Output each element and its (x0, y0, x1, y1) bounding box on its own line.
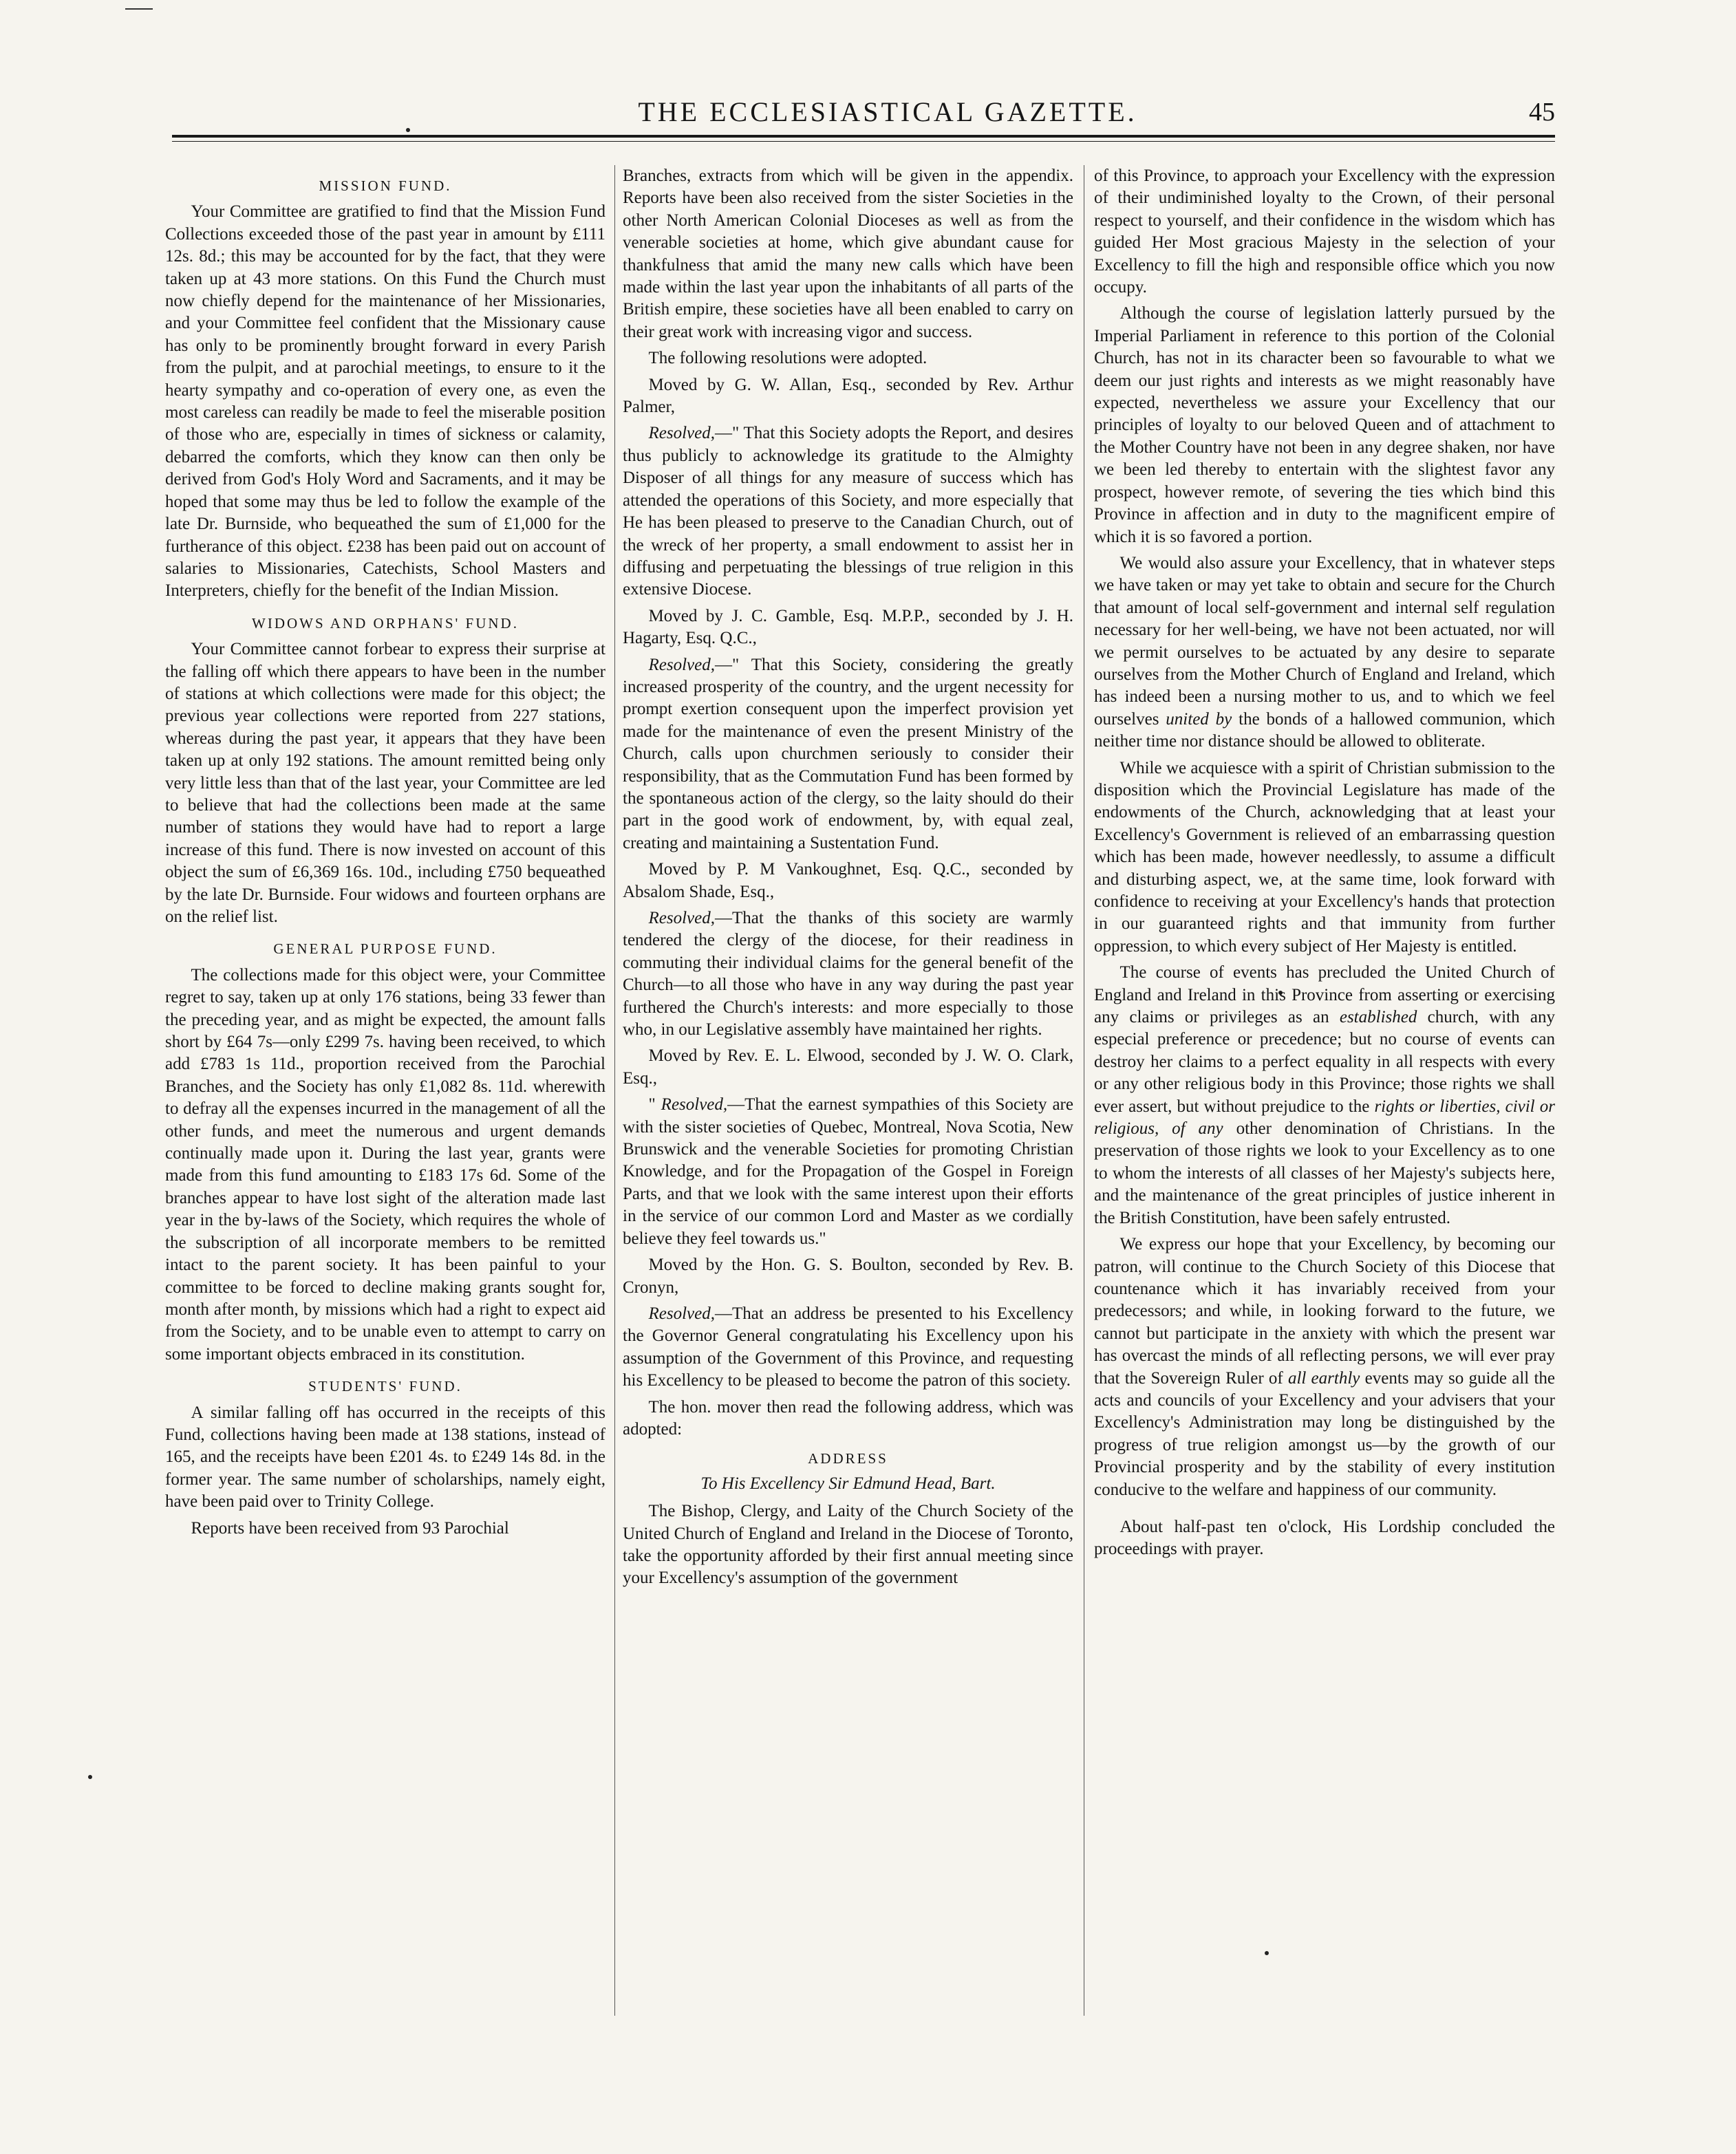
column-1 (165, 165, 606, 2016)
italic-run: rights or liberties, civil or religious, of any (1094, 1097, 1555, 1139)
text-run: We express our hope that your Excellency, by becoming our patron, will continue to the Church Society of this Diocese that countenance which it has invariably received from your predecessors; and while, in looking forward to the future, we cannot but participate in the anxiety with which the present war has overcast the minds of all reflecting persons, we will ever pray that the Sovereign Ruler of (1094, 1235, 1555, 1388)
section-heading-students-fund: STUDENTS' FUND. (308, 1378, 462, 1395)
paragraph-reports: Reports have been received from 93 Parochial (191, 1518, 509, 1538)
paragraph-course-of-events (1094, 962, 1555, 1229)
resolution-1 (623, 422, 1073, 601)
paragraph-motion-1: Moved by G. W. Allan, Esq., seconded by Rev. Arthur Palmer, (623, 375, 1073, 417)
column-2 (623, 165, 1073, 2016)
resolved-label: Resolved, (648, 1304, 715, 1323)
paragraph-acquiesce: While we acquiesce with a spirit of Christian submission to the disposition which the Provincial Legislature has made of the endowments of the Church, acknowledging that at least your Excellency's Government is relieved of an embarrassing question which has been made, however needlessly, to assume a difficult and disturbing aspect, we, at the same time, look forward with confidence to receiving at your Excellency's hands that protection in our guaranteed rights and that immunity from further oppression, to which every subject of Her Majesty is entitled. (1094, 758, 1555, 956)
paragraph-resolutions-adopted: The following resolutions were adopted. (648, 349, 928, 368)
text-run: We would also assure your Excellency, that in whatever steps we have taken or may yet take to obtain and secure for the Church that amount of local self-government and internal self regulation necessary for her well-being, we have not been actuated, nor will we permit ourselves to be actuated by any desire to separate ourselves from the Mother Church of England and Ireland, which has indeed been a nursing mother to us, and to which we feel ourselves (1094, 553, 1555, 729)
open-quote: " (648, 1095, 661, 1114)
paragraph-hope (1094, 1234, 1555, 1501)
resolved-label: Resolved, (648, 424, 715, 443)
italic-run: established (1339, 1008, 1417, 1027)
italic-run: united by (1166, 709, 1232, 729)
text-run: The course of events has precluded the United Church of England and Ireland in this Province from asserting or exercising any claims or privileges as an (1094, 963, 1555, 1027)
corner-mark (125, 8, 153, 10)
paragraph-widows-orphans-fund: Your Committee cannot forbear to express their surprise at the falling off which there appears to have been in the number of stations at which collections were made for this object; the previous year collections were reported from 227 stations, whereas during the past year, it appears that they have been taken up at only 192 stations. The amount remitted being only very little less than that of the last year, your Committee are led to believe that had the collections been made at the same number of stations they would have had to report a large increase of this fund. There is now invested on account of this object the sum of £6,369 16s. 10d., including £750 bequeathed by the late Dr. Burnside. Four widows and fourteen orphans are on the relief list. (165, 640, 606, 926)
header-rule-thin (172, 141, 1555, 142)
paragraph-students-fund: A similar falling off has occurred in the receipts of this Fund, collections having been made at 138 stations, instead of 165, and the receipts have been £201 4s. to £249 14s 8d. in the former year. The same number of scholarships, namely eight, have been paid over to Trinity College. (165, 1403, 606, 1511)
paragraph-motion-2: Moved by J. C. Gamble, Esq. M.P.P., seconded by J. H. Hagarty, Esq. Q.C., (623, 606, 1073, 648)
resolved-label: Resolved, (661, 1095, 728, 1114)
resolution-2 (623, 654, 1073, 855)
resolution-text: —" That this Society, considering the greatly increased prosperity of the country, and the urgent necessity for prompt exertion consequent upon the imperfect provision yet made for the maintenance of even the present Ministry of the Church, calls upon churchmen seriously to consider their responsibility, that as the Commutation Fund has been formed by the spontaneous action of the clergy, so the laity should do their part in the good work of endowment, by, with equal zeal, creating and maintaining a Sustentation Fund. (623, 655, 1073, 852)
addressee: To His Excellency Sir Edmund Head, Bart. (700, 1474, 996, 1493)
text-run: church, with any especial preference or precedence; but no course of events can destroy her claims to a perfect equality in all respects with every or any other religious body in this Province; those rights we shall ever assert, but without prejudice to the (1094, 1008, 1555, 1116)
paragraph-legislation: Although the course of legislation latterly pursued by the Imperial Parliament in reference to this portion of the Colonial Church, has not in its character been so favourable to what we deem our just rights and interests as we might reasonably have expected, nevertheless we assure your Excellency that our principles of loyalty to our beloved Queen and of attachment to the Mother Country have not been in any degree shaken, nor have we been led thereby to entertain with the slightest favor any prospect, however remote, of severing the ties which bind this Province in affection and in duty to the magnificent empire of which it is so favored a portion. (1094, 304, 1555, 546)
paragraph-province: of this Province, to approach your Excellency with the expression of their undiminished loyalty to the Crown, of their personal respect to yourself, and their confidence in the wisdom which has guided Her Most gracious Majesty in the selection of your Excellency to fill the high and responsible office which you now occupy. (1094, 166, 1555, 297)
resolution-4 (623, 1094, 1073, 1250)
paragraph-motion-5: Moved by the Hon. G. S. Boulton, seconded by Rev. B. Cronyn, (623, 1256, 1073, 1297)
ink-speck (406, 128, 410, 132)
text-run: the bonds of a hallowed communion, which neither time nor distance should be allowed to obliterate. (1094, 709, 1555, 751)
resolution-text: —" That this Society adopts the Report, and desires thus publicly to acknowledge its gratitude to the Almighty Disposer of all things for any measure of success which has attended the operations of this Society, and more especially that He has been pleased to preserve to the Canadian Church, out of the wreck of her property, a small endowment to assist her in diffusing and perpetuating the blessings of true religion in this extensive Diocese. (623, 424, 1073, 599)
paragraph-closing: About half-past ten o'clock, His Lordship concluded the proceedings with prayer. (1094, 1517, 1555, 1559)
section-heading-mission-fund: MISSION FUND. (319, 177, 452, 194)
page-title: THE ECCLESIASTICAL GAZETTE. (638, 96, 1137, 127)
column-3 (1094, 165, 1555, 2016)
paragraph-assurance (1094, 552, 1555, 753)
resolved-label: Resolved, (648, 909, 715, 927)
paragraph-motion-3: Moved by P. M Vankoughnet, Esq. Q.C., seconded by Absalom Shade, Esq., (623, 860, 1073, 901)
italic-run: all earthly (1287, 1368, 1360, 1388)
resolution-text: —That an address be presented to his Excellency the Governor General congratulating his Excellency upon his assumption of the Government of this Province, and requesting his Excellency to be pleased to become the patron of this society. (623, 1304, 1073, 1390)
resolution-text: —That the thanks of this society are warmly tendered the clergy of the diocese, for their readiness in commuting their individual claims for the general benefit of the Church—to all those who have in any way during the past year furthered the Church's interests: and more especially to those who, in our Legislative assembly have maintained her rights. (623, 909, 1073, 1040)
resolution-3 (623, 907, 1073, 1041)
paragraph-general-purpose-fund: The collections made for this object were, your Committee regret to say, taken up at only 176 stations, being 33 fewer than the preceding year, and as might be expected, the amount falls short by £64 7s—only £299 7s. having been received, to which add £783 1s 11d., proportion received from the Parochial Branches, and the Society has only £1,082 8s. 11d. wherewith to defray all the expenses incurred in the management of all the other funds, and meet the numerous and urgent demands continually made upon it. During the last year, grants were made from this fund amounting to £183 17s 6d. Some of the branches appear to have lost sight of the alteration made last year in the by-laws of the Society, which requires the whole of the subscription of all incorporate members to be remitted intact to the parent society. It has been painful to your committee to be forced to decline making grants sought for, month after month, by missions which had a right to expect aid from the Society, and to be unable even to attempt to carry on some important objects embraced in its constitution. (165, 965, 606, 1364)
paragraph-address-opening: The Bishop, Clergy, and Laity of the Church Society of the United Church of England and Ireland in the Diocese of Toronto, take the opportunity afforded by their first annual meeting since your Excellency's assumption of the government (623, 1502, 1073, 1588)
resolution-text: —That the earnest sympathies of this Society are with the sister societies of Quebec, Montreal, Nova Scotia, New Brunswick and the venerable Societies for promoting Christian Knowledge, and for the Propagation of the Gospel in Foreign Parts, and that we look with the same interest upon their efforts in the service of our common Lord and Master as we cordially believe they feel towards us." (623, 1095, 1073, 1248)
section-heading-widows-orphans-fund: WIDOWS AND ORPHANS' FUND. (252, 614, 519, 632)
text-run: other denomination of Christians. In the preservation of those rights we look to your Excellency as to one to whom the interests of all classes of her Majesty's subjects here, and the maintenance of the great principles of justice inherent in the British Constitution, have been safely entrusted. (1094, 1119, 1555, 1227)
paragraph-address-intro: The hon. mover then read the following address, which was adopted: (623, 1397, 1073, 1439)
page-number: 45 (1529, 98, 1555, 127)
ink-speck (88, 1775, 92, 1779)
resolved-label: Resolved, (648, 655, 715, 674)
paragraph-mission-fund: Your Committee are gratified to find that the Mission Fund Collections exceeded those of the past year in amount by £111 12s. 8d.; this may be accounted for by the fact, that they were taken up at 43 more stations. On this Fund the Church must now chiefly depend for the maintenance of her Missionaries, and your Committee feel confident that the Missionary cause has only to be prominently brought forward in every Parish from the pulpit, and at parochial meetings, to ensure to it the hearty sympathy and co-operation of every one, as even the most careless can readily be made to feel the miserable position of those who are, especially in times of sickness or calamity, debarred the comforts, which they know can then only be derived from God's Holy Word and Sacraments, and it may be hoped that some may thus be led to follow the example of the late Dr. Burnside, who bequeathed the sum of £1,000 for the furtherance of this object. £238 has been paid out on account of salaries to Missionaries, Catechists, School Masters and Interpreters, chiefly for the benefit of the Indian Mission. (165, 202, 606, 601)
header-rule (172, 135, 1555, 138)
text-run: events may so guide all the acts and councils of your Excellency and your advisers that your Excellency's Administration may long be distinguished by the progress of true religion amongst us—by the growth of our Provincial prosperity and by the stability of every institution conducive to the welfare and happiness of our community. (1094, 1368, 1555, 1499)
paragraph-motion-4: Moved by Rev. E. L. Elwood, seconded by J. W. O. Clark, Esq., (623, 1046, 1073, 1088)
column-divider (614, 165, 615, 2016)
section-heading-general-purpose-fund: GENERAL PURPOSE FUND. (273, 940, 497, 958)
paragraph-branches: Branches, extracts from which will be given in the appendix. Reports have been also received from the sister Societies in the other North American Colonial Dioceses as well as from the venerable societies at home, which give abundant cause for thankfulness that amid the many new calls which have been made within the last year upon the inhabitants of all parts of the British empire, these societies have all been enabled to carry on their great work with increasing vigor and success. (623, 166, 1073, 341)
address-heading: ADDRESS (808, 1450, 888, 1467)
resolution-5 (623, 1303, 1073, 1392)
